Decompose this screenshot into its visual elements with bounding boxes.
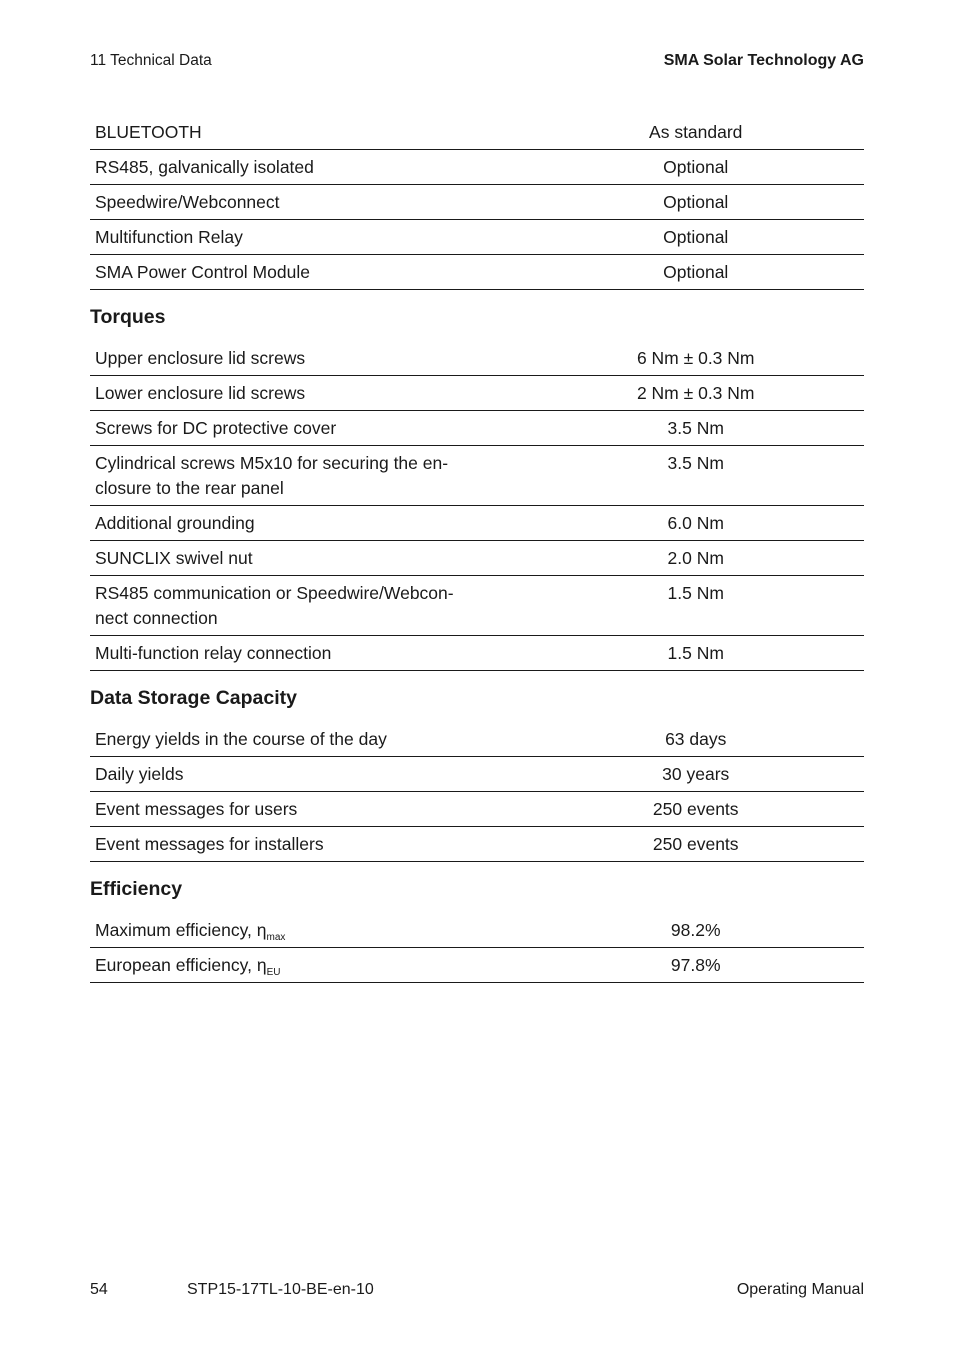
torques-table xyxy=(90,341,864,671)
spec-value: 6 Nm ± 0.3 Nm xyxy=(492,341,864,376)
spec-label-subscript: EU xyxy=(266,967,281,978)
technical-data-content xyxy=(90,115,864,983)
spec-value: As standard xyxy=(492,115,864,150)
spec-label: Event messages for installers xyxy=(90,827,492,862)
spec-value: 30 years xyxy=(492,757,864,792)
spec-value: 6.0 Nm xyxy=(492,506,864,541)
spec-label: Event messages for users xyxy=(90,792,492,827)
spec-label: Multi-function relay connection xyxy=(90,636,492,671)
chapter-title: 11 Technical Data xyxy=(90,52,212,69)
table-row xyxy=(90,220,864,255)
spec-label: RS485, galvanically isolated xyxy=(90,150,492,185)
table-row xyxy=(90,115,864,150)
page-footer xyxy=(90,1281,864,1299)
spec-value: 3.5 Nm xyxy=(492,446,864,506)
spec-label: Multifunction Relay xyxy=(90,220,492,255)
document-type: Operating Manual xyxy=(736,1281,864,1298)
spec-value: 63 days xyxy=(492,722,864,757)
table-row xyxy=(90,722,864,757)
spec-label: SUNCLIX swivel nut xyxy=(90,541,492,576)
table-row xyxy=(90,255,864,290)
table-row xyxy=(90,411,864,446)
table-row xyxy=(90,376,864,411)
document-id: STP15-17TL-10-BE-en-10 xyxy=(187,1281,374,1298)
spec-label: Additional grounding xyxy=(90,506,492,541)
spec-value: 250 events xyxy=(492,792,864,827)
spec-label xyxy=(90,576,492,636)
storage-table xyxy=(90,722,864,862)
spec-value: 98.2% xyxy=(492,913,864,948)
spec-value: 250 events xyxy=(492,827,864,862)
spec-label-subscript: max xyxy=(266,932,286,943)
torques-heading: Torques xyxy=(90,306,166,328)
communication-table xyxy=(90,115,864,290)
spec-value: 2.0 Nm xyxy=(492,541,864,576)
spec-label-text: European efficiency, η xyxy=(95,955,267,975)
company-name: SMA Solar Technology AG xyxy=(663,52,864,69)
spec-label xyxy=(90,948,492,983)
spec-label xyxy=(90,446,492,506)
spec-value: 1.5 Nm xyxy=(492,636,864,671)
table-row xyxy=(90,506,864,541)
table-row xyxy=(90,446,864,506)
page-number: 54 xyxy=(90,1281,108,1298)
table-row xyxy=(90,341,864,376)
table-row xyxy=(90,913,864,948)
table-row xyxy=(90,185,864,220)
spec-value: Optional xyxy=(492,150,864,185)
spec-label: SMA Power Control Module xyxy=(90,255,492,290)
table-row xyxy=(90,757,864,792)
table-row xyxy=(90,948,864,983)
table-row xyxy=(90,827,864,862)
spec-label-text: Maximum efficiency, η xyxy=(95,920,267,940)
efficiency-table xyxy=(90,913,864,983)
spec-label-line: nect connection xyxy=(95,608,218,628)
spec-label: BLUETOOTH xyxy=(90,115,492,150)
spec-label: Speedwire/Webconnect xyxy=(90,185,492,220)
spec-value: 97.8% xyxy=(492,948,864,983)
spec-label-line: Cylindrical screws M5x10 for securing the en- xyxy=(95,453,449,473)
table-row xyxy=(90,541,864,576)
spec-label: Lower enclosure lid screws xyxy=(90,376,492,411)
table-row xyxy=(90,150,864,185)
efficiency-heading: Efficiency xyxy=(90,878,183,900)
spec-label-line: closure to the rear panel xyxy=(95,478,284,498)
table-row xyxy=(90,792,864,827)
spec-value: Optional xyxy=(492,185,864,220)
spec-value: Optional xyxy=(492,255,864,290)
spec-label: Energy yields in the course of the day xyxy=(90,722,492,757)
spec-value: 2 Nm ± 0.3 Nm xyxy=(492,376,864,411)
spec-label-line: RS485 communication or Speedwire/Webcon- xyxy=(95,583,454,603)
spec-label xyxy=(90,913,492,948)
storage-heading: Data Storage Capacity xyxy=(90,687,297,709)
page-header xyxy=(90,52,864,70)
spec-value: Optional xyxy=(492,220,864,255)
spec-label: Upper enclosure lid screws xyxy=(90,341,492,376)
spec-value: 3.5 Nm xyxy=(492,411,864,446)
table-row xyxy=(90,636,864,671)
spec-label: Daily yields xyxy=(90,757,492,792)
spec-value: 1.5 Nm xyxy=(492,576,864,636)
spec-label: Screws for DC protective cover xyxy=(90,411,492,446)
table-row xyxy=(90,576,864,636)
